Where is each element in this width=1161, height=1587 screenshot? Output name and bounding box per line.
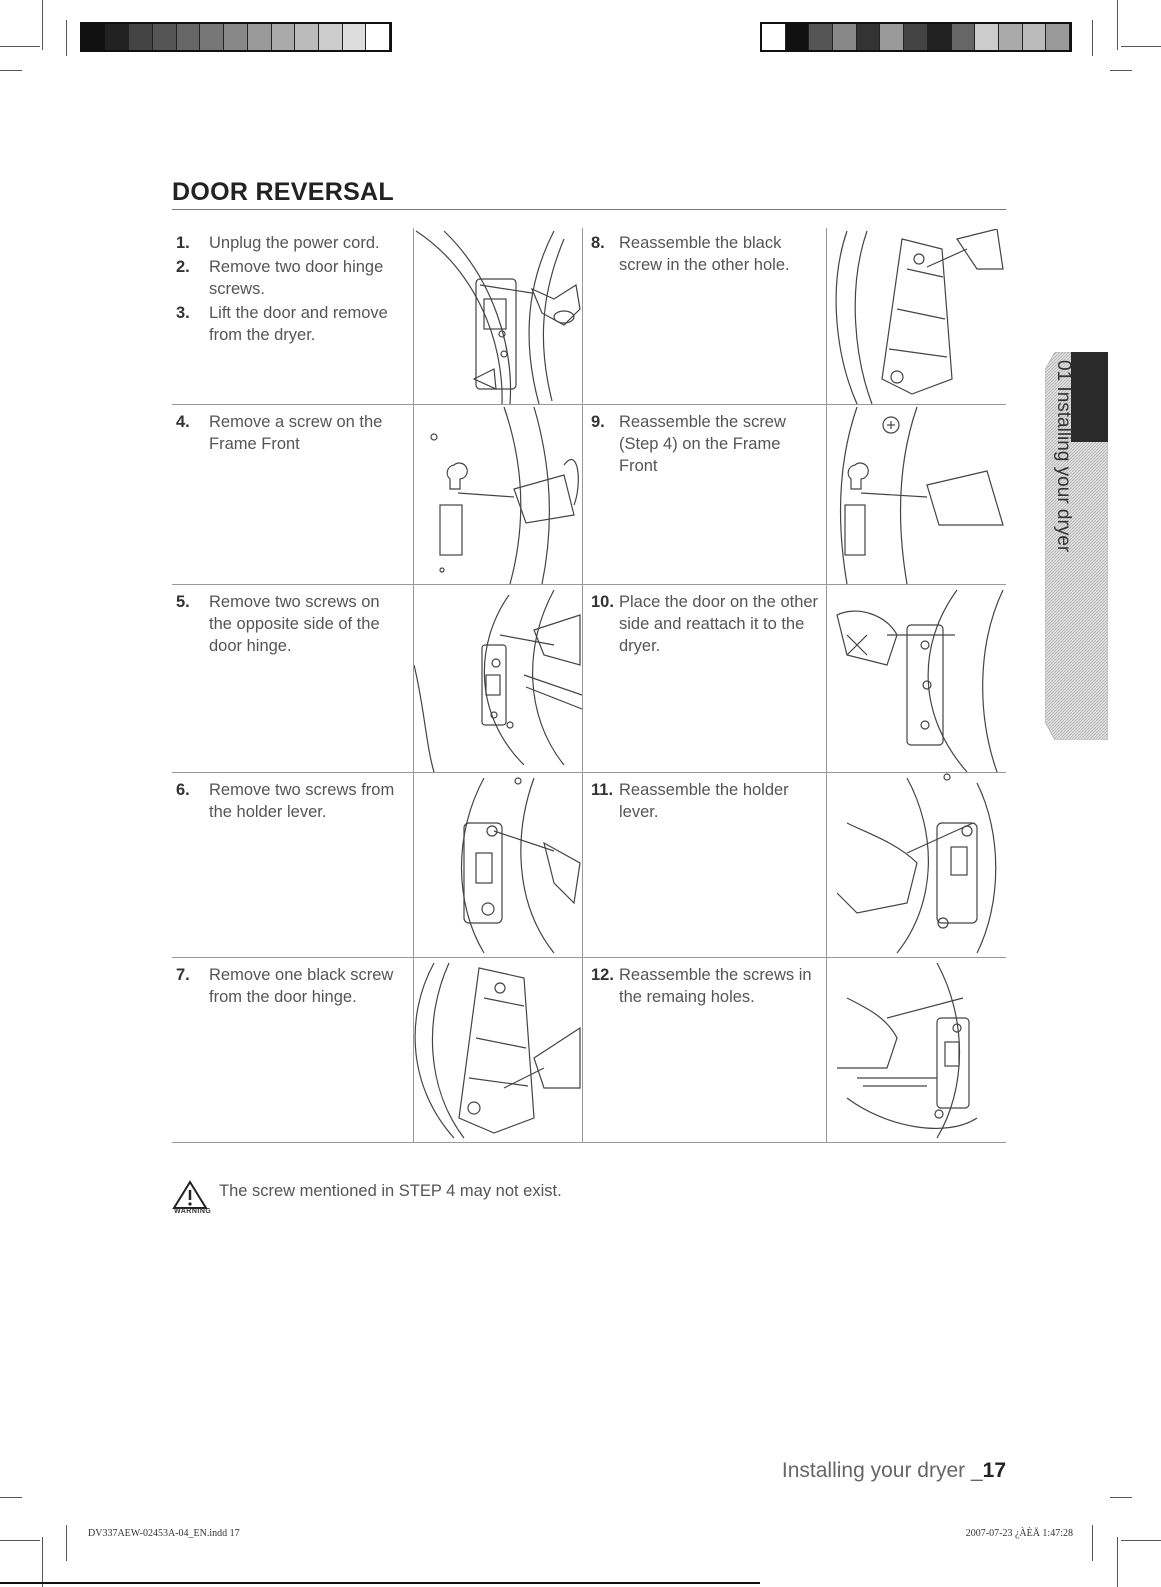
warning-text: The screw mentioned in STEP 4 may not exist. [219, 1182, 562, 1200]
step-text: Remove two screws from the holder lever. [209, 781, 395, 821]
row-divider [172, 1142, 1006, 1143]
crop-mark [66, 1525, 67, 1561]
step-8 [591, 232, 821, 276]
step-2 [176, 256, 406, 300]
page-title: DOOR REVERSAL [172, 178, 394, 206]
step-3 [176, 302, 406, 346]
step-number: 5. [176, 593, 190, 611]
step-text: Place the door on the other side and reattach it to the dryer. [619, 593, 819, 655]
step-number: 11. [591, 781, 614, 799]
crop-mark [1117, 0, 1118, 50]
page-number: 17 [982, 1459, 1006, 1482]
step-number: 12. [591, 966, 614, 984]
crop-mark [1117, 1537, 1118, 1587]
illustration-reassemble-black-screw [827, 229, 1005, 404]
step-number: 7. [176, 966, 190, 984]
step-number: 10. [591, 593, 614, 611]
crop-mark [1121, 1540, 1161, 1541]
step-text: Remove two screws on the opposite side of the door hinge. [209, 593, 380, 655]
warning-label: WARNING [174, 1208, 212, 1215]
step-number: 1. [176, 234, 190, 252]
illustration-reassemble-remaining-screws [827, 958, 1005, 1142]
column-divider [582, 228, 583, 1143]
step-text: Unplug the power cord. [209, 234, 380, 252]
crop-mark [0, 1540, 40, 1541]
side-tab-label: 01 Installing your dryer [1053, 360, 1074, 553]
page-footer [782, 1459, 1006, 1483]
illustration-frame-front-screw [414, 405, 582, 584]
crop-mark [1110, 1497, 1132, 1498]
step-number: 9. [591, 413, 605, 431]
step-4 [176, 411, 406, 455]
crop-mark [1092, 1525, 1093, 1561]
density-bar-right [760, 22, 1072, 52]
crop-mark [1110, 70, 1132, 71]
step-number: 4. [176, 413, 190, 431]
step-9 [591, 411, 821, 477]
step-text: Remove one black screw from the door hinge. [209, 966, 394, 1006]
step-7 [176, 964, 406, 1008]
step-11 [591, 779, 821, 823]
step-text: Remove a screw on the Frame Front [209, 413, 383, 453]
density-bar-left [80, 22, 392, 52]
title-divider [172, 209, 1006, 210]
step-text: Lift the door and remove from the dryer. [209, 304, 388, 344]
illustration-remove-hinge-screws [414, 229, 582, 404]
footer-section: Installing your dryer _ [781, 1459, 983, 1482]
step-5 [176, 591, 406, 657]
illustration-remove-opposite-screws [414, 585, 582, 772]
step-10 [591, 591, 821, 657]
step-12 [591, 964, 826, 1008]
illustration-reassemble-holder-lever [827, 773, 1005, 957]
step-6 [176, 779, 406, 823]
step-number: 8. [591, 234, 605, 252]
illustration-reassemble-frame-screw [827, 405, 1005, 584]
crop-mark [1092, 20, 1093, 56]
step-text: Reassemble the screw (Step 4) on the Frame Front [619, 413, 786, 475]
bottom-edge-line [0, 1582, 760, 1584]
crop-mark [42, 1537, 43, 1587]
step-text: Reassemble the screws in the remaing holes. [619, 966, 812, 1006]
print-slug-file: DV337AEW-02453A-04_EN.indd 17 [88, 1528, 240, 1539]
print-slug-date: 2007-07-23 ¿ÀÈÄ 1:47:28 [965, 1528, 1073, 1539]
crop-mark [0, 1497, 22, 1498]
crop-mark [0, 70, 22, 71]
step-text: Remove two door hinge screws. [209, 258, 384, 298]
step-number: 3. [176, 304, 190, 322]
illustration-reattach-door [827, 585, 1005, 772]
crop-mark [42, 0, 43, 50]
crop-mark [66, 20, 67, 56]
crop-mark [1121, 46, 1161, 47]
step-text: Reassemble the black screw in the other hole. [619, 234, 790, 274]
illustration-remove-black-screw [414, 958, 582, 1142]
step-number: 2. [176, 258, 190, 276]
crop-mark [0, 46, 40, 47]
step-1 [176, 232, 406, 254]
step-text: Reassemble the holder lever. [619, 781, 789, 821]
illustration-remove-holder-lever [414, 773, 582, 957]
step-number: 6. [176, 781, 190, 799]
